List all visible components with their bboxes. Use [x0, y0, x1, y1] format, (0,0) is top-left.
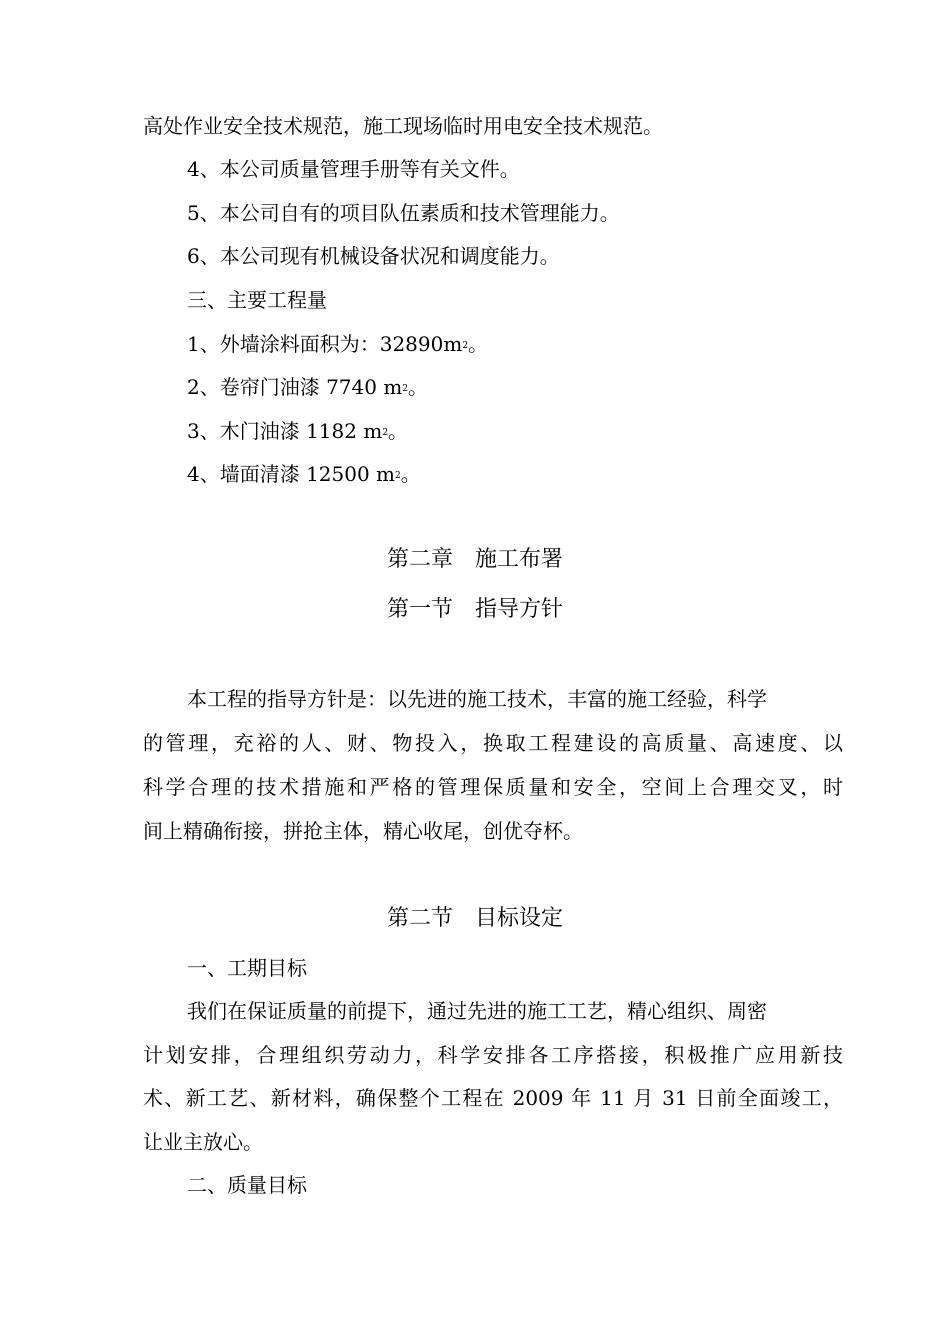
section-heading: 三、主要工程量: [187, 288, 327, 312]
paragraph-line: 高处作业安全技术规范，施工现场临时用电安全技术规范。: [143, 114, 663, 138]
paragraph-line: 让业主放心。: [143, 1130, 263, 1154]
subsection-heading: 一、工期目标: [187, 956, 307, 980]
chapter-title: 第二章 施工布署: [386, 547, 563, 572]
paragraph-line: 的管理，充裕的人、财、物投入，换取工程建设的高质量、高速度、以: [143, 731, 843, 755]
list-item: 4、本公司质量管理手册等有关文件。: [187, 157, 520, 181]
unit-superscript: 2: [382, 428, 389, 438]
quantity-text: 4、墙面清漆 12500 m: [187, 462, 396, 486]
quantity-text: 1、外墙涂料面积为：32890m: [187, 332, 463, 356]
quantity-item: [187, 373, 887, 403]
quantity-item: [187, 330, 887, 360]
paragraph-line: 计划安排，合理组织劳动力，科学安排各工序搭接，积极推广应用新技: [143, 1043, 843, 1067]
quantity-text: 3、木门油漆 1182 m: [187, 419, 383, 443]
quantity-item: [187, 460, 887, 490]
list-item: 6、本公司现有机械设备状况和调度能力。: [187, 244, 560, 268]
period: 。: [400, 462, 421, 486]
paragraph-line: 科学合理的技术措施和严格的管理保质量和安全，空间上合理交叉，时: [143, 775, 843, 799]
quantity-item: [187, 417, 887, 447]
period: 。: [388, 419, 409, 443]
unit-superscript: 2: [395, 471, 401, 481]
paragraph-line: 本工程的指导方针是：以先进的施工技术，丰富的施工经验，科学: [187, 687, 767, 711]
unit-superscript: 2: [462, 341, 469, 351]
quantity-text: 2、卷帘门油漆 7740 m: [187, 375, 403, 399]
list-item: 5、本公司自有的项目队伍素质和技术管理能力。: [187, 201, 620, 225]
paragraph-line: 我们在保证质量的前提下，通过先进的施工工艺，精心组织、周密: [187, 999, 767, 1023]
period: 。: [408, 375, 429, 399]
section-title: 第一节 指导方针: [386, 597, 563, 622]
section-title: 第二节 目标设定: [386, 906, 563, 931]
period: 。: [468, 332, 489, 356]
unit-superscript: 2: [402, 384, 409, 394]
paragraph-line: 术、新工艺、新材料，确保整个工程在 2009 年 11 月 31 日前全面竣工，: [143, 1086, 843, 1110]
subsection-heading: 二、质量目标: [187, 1173, 307, 1197]
paragraph-line: 间上精确衔接，拼抢主体，精心收尾，创优夺杯。: [143, 819, 583, 843]
